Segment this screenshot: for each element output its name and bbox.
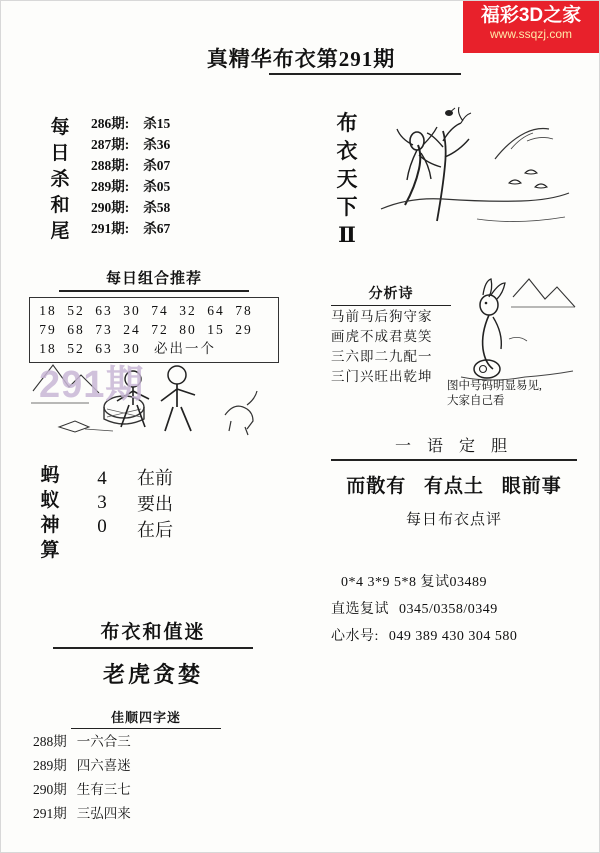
title-underline [269, 73, 461, 75]
rabbit-mountain-scene-icon [453, 277, 577, 389]
combo-cell: 18 [39, 303, 57, 318]
list-item [331, 623, 581, 650]
jiashun-text: 一六合三 [76, 734, 131, 749]
list-item [91, 155, 170, 176]
combo-cell: 74 [151, 303, 169, 318]
kill-period: 289期: [91, 179, 130, 194]
combo-cell: 63 [95, 341, 113, 356]
tree-figure-illustration [377, 101, 573, 235]
combo-cell: 29 [235, 322, 253, 337]
page-title: 真精华布衣第291期 [206, 47, 396, 71]
kill-value: 杀05 [143, 179, 171, 194]
kill-value: 杀36 [143, 137, 171, 152]
ant-number: 3 [97, 492, 107, 513]
table-row [34, 301, 274, 320]
jiashun-period: 288期 [33, 734, 67, 749]
tree-bird-scene-icon [377, 101, 573, 235]
kill-sum-tail-label: 每日杀和尾 [50, 117, 70, 242]
jiashun-riddle-block [33, 707, 259, 825]
poem-line: 三六即二九配一 [331, 349, 433, 364]
jiashun-period: 289期 [33, 758, 67, 773]
num-value: 049 389 430 304 580 [388, 629, 518, 644]
list-item [91, 176, 170, 197]
site-logo-url: www.ssqzj.com [489, 27, 572, 41]
daily-combo-title: 每日组合推荐 [59, 267, 249, 292]
poem-illustration [453, 277, 577, 389]
yuding-title: 一 语 定 胆 [331, 433, 577, 461]
heshu-riddle-block [53, 617, 253, 689]
list-item [91, 134, 170, 155]
kill-sum-tail-list [91, 113, 170, 239]
table-row [34, 320, 274, 339]
watermark-text: 291期 [39, 364, 145, 406]
heshu-title: 布衣和值迷 [53, 617, 253, 649]
combo-cell: 32 [179, 303, 197, 318]
combo-note: 必出一个 [154, 341, 216, 356]
list-item [331, 569, 581, 596]
list-item [91, 218, 170, 239]
list-item [331, 596, 581, 623]
combo-cell: 24 [123, 322, 141, 337]
kill-period: 291期: [91, 221, 130, 236]
kill-period: 288期: [91, 158, 130, 173]
combo-cell: 80 [179, 322, 197, 337]
poem-line: 画虎不成君莫笑 [331, 329, 433, 344]
ant-calc-words [133, 465, 177, 543]
combo-cell: 73 [95, 322, 113, 337]
poem-line: 三门兴旺出乾坤 [331, 369, 433, 384]
jiashun-title: 佳顺四字迷 [71, 707, 221, 729]
yuding-subtitle: 每日布衣点评 [405, 512, 502, 528]
ant-word: 要出 [137, 494, 173, 514]
combo-cell: 78 [235, 303, 253, 318]
left-column [29, 105, 277, 245]
jiashun-text: 生有三七 [76, 782, 131, 797]
kill-value: 杀58 [143, 200, 171, 215]
recommended-numbers-block [331, 569, 581, 650]
num-value: 0*4 3*9 5*8 复试03489 [341, 575, 487, 590]
ant-number: 0 [97, 516, 107, 537]
yuding-word: 眼前事 [501, 476, 562, 497]
num-label: 心水号: [331, 629, 379, 644]
ant-number: 4 [97, 468, 107, 489]
combo-cell: 64 [207, 303, 225, 318]
combo-cell: 72 [151, 322, 169, 337]
combo-cell: 30 [123, 303, 141, 318]
site-logo-main: 福彩3D之家 [480, 5, 582, 26]
yuding-block [331, 433, 577, 529]
kill-value: 杀15 [143, 116, 171, 131]
yuding-words [331, 471, 577, 498]
ant-word: 在前 [137, 468, 173, 488]
left-illustration [29, 345, 279, 445]
buyi-tianxia-title: 布衣天下Ⅱ [336, 111, 358, 247]
poem-note-line: 图中号码明显易见, [447, 380, 542, 392]
jiashun-period: 290期 [33, 782, 67, 797]
ant-calc-numbers [91, 467, 113, 539]
combo-cell: 18 [39, 341, 57, 356]
combo-cell: 15 [207, 322, 225, 337]
combo-cell: 63 [95, 303, 113, 318]
combo-cell: 52 [67, 303, 85, 318]
poem-note [447, 379, 542, 409]
kill-sum-tail-block [29, 105, 277, 245]
ant-word: 在后 [137, 520, 173, 540]
jiashun-period: 291期 [33, 806, 67, 821]
combo-cell: 79 [39, 322, 57, 337]
kill-period: 286期: [91, 116, 130, 131]
poem-line: 马前马后狗守家 [331, 309, 433, 324]
poem-note-line: 大家自己看 [447, 395, 505, 407]
heshu-answer: 老虎贪婪 [102, 662, 203, 687]
list-item [33, 755, 259, 777]
list-item [33, 779, 259, 801]
analysis-poem-block [331, 283, 451, 386]
ant-calc-label: 蚂蚁神算 [40, 465, 60, 561]
jiashun-text: 四六喜迷 [76, 758, 131, 773]
kill-value: 杀67 [143, 221, 171, 236]
list-item [33, 731, 259, 753]
kill-period: 290期: [91, 200, 130, 215]
combo-cell: 68 [67, 322, 85, 337]
ant-calc-block [29, 463, 279, 571]
kill-period: 287期: [91, 137, 130, 152]
combo-cell: 52 [67, 341, 85, 356]
yuding-word: 有点土 [423, 476, 484, 497]
jiashun-text: 三弘四来 [76, 806, 131, 821]
analysis-poem-title: 分析诗 [331, 283, 451, 306]
list-item [33, 803, 259, 825]
list-item [91, 113, 170, 134]
yuding-word: 而散有 [346, 476, 407, 497]
combo-cell: 30 [123, 341, 141, 356]
list-item [91, 197, 170, 218]
num-label: 直选复试 [331, 602, 389, 617]
num-value: 0345/0358/0349 [399, 602, 498, 617]
kill-value: 杀07 [143, 158, 171, 173]
